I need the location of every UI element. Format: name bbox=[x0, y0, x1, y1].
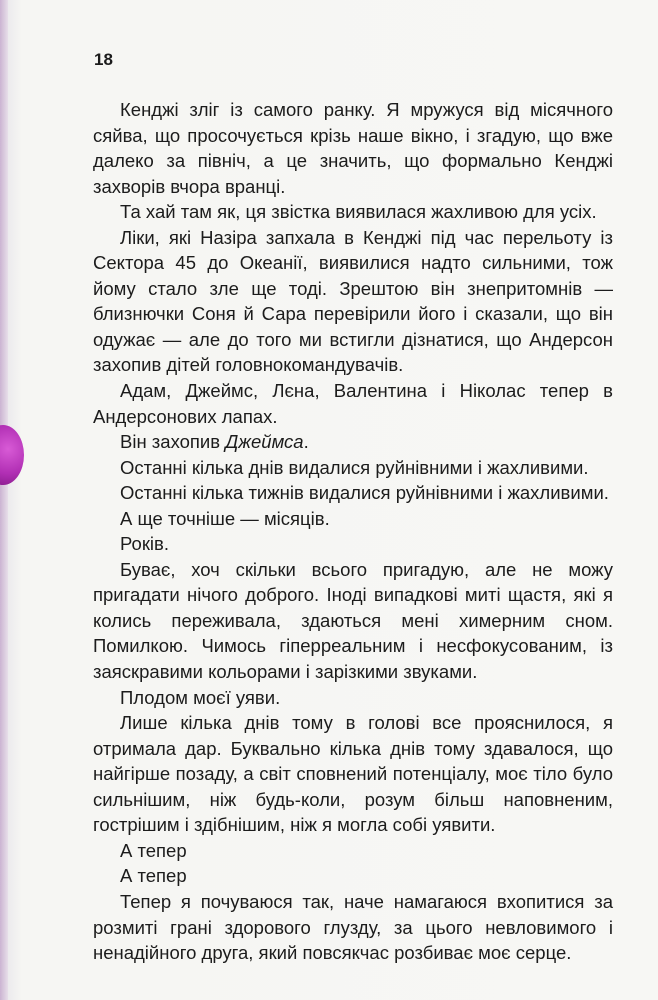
paragraph-6: Останні кілька днів видалися руйнівними і жахливими. bbox=[120, 456, 589, 478]
paragraph-5-before: Він захопив bbox=[120, 431, 226, 453]
paragraph-12: Лише кілька днів тому в голові все прояснилося, я отримала дар. Буквально кілька днів тому здавалося, що найгірше позаду, а світ сповнений потенціалу, моє тіло було сильнішим, ніж будь-коли, розум більш наповненим, гострішим і здібнішим, ніж я могла собі уявити. bbox=[93, 712, 613, 836]
paragraph-5 bbox=[93, 429, 613, 455]
paragraph-7: Останні кілька тижнів видалися руйнівними і жахливими. bbox=[120, 482, 609, 504]
page-edge bbox=[0, 0, 8, 1000]
paragraph-9: Років. bbox=[120, 533, 169, 555]
paragraph-2: Та хай там як, ця звістка виявилася жахливою для усіх. bbox=[120, 201, 597, 223]
paragraph-15: Тепер я почуваюся так, наче намагаюся вхопитися за розмиті грані здорового глузду, за цього невловимого і ненадійного друга, який повсякчас розбиває моє серце. bbox=[93, 890, 613, 964]
paragraph-3: Ліки, які Назіра запхала в Кенджі під час перельоту із Сектора 45 до Океанії, виявилися надто сильними, тож йому стало зле ще тоді. Зрештою він знепритомнів — близнючки Соня й Сара перевірили його і сказали, що він одужає — але до того ми встигли дізнатися, що Андерсон захопив дітей головнокомандувачів. bbox=[93, 226, 613, 376]
paragraph-13: А тепер bbox=[120, 839, 187, 861]
paragraph-5-italic: Джеймса bbox=[225, 431, 304, 453]
paragraph-10: Буває, хоч скільки всього пригадую, але не можу пригадати нічого доброго. Іноді випадкові миті щастя, які я колись переживала, здаються мені химерним сном. Помилкою. Чимось гіперреальним і несфокусованим, із заяскравими кольорами і зарізкими звуками. bbox=[93, 558, 613, 683]
paragraph-8: А ще точніше — місяців. bbox=[120, 507, 330, 529]
paragraph-11: Плодом моєї уяви. bbox=[120, 686, 281, 708]
paragraph-1: Кенджі зліг із самого ранку. Я мружуся від місячного сяйва, що просочується крізь наше вікно, і згадую, що вже далеко за північ, а це значить, що формально Кенджі захворів вчора вранці. bbox=[93, 99, 613, 197]
purple-bookmark bbox=[0, 425, 24, 485]
paragraph-14: А тепер bbox=[120, 865, 187, 887]
body-text bbox=[93, 97, 613, 966]
paragraph-5-after: . bbox=[303, 431, 309, 453]
paragraph-4: Адам, Джеймс, Лєна, Валентина і Ніколас тепер в Андерсонових лапах. bbox=[93, 380, 613, 427]
page-number: 18 bbox=[94, 50, 113, 69]
